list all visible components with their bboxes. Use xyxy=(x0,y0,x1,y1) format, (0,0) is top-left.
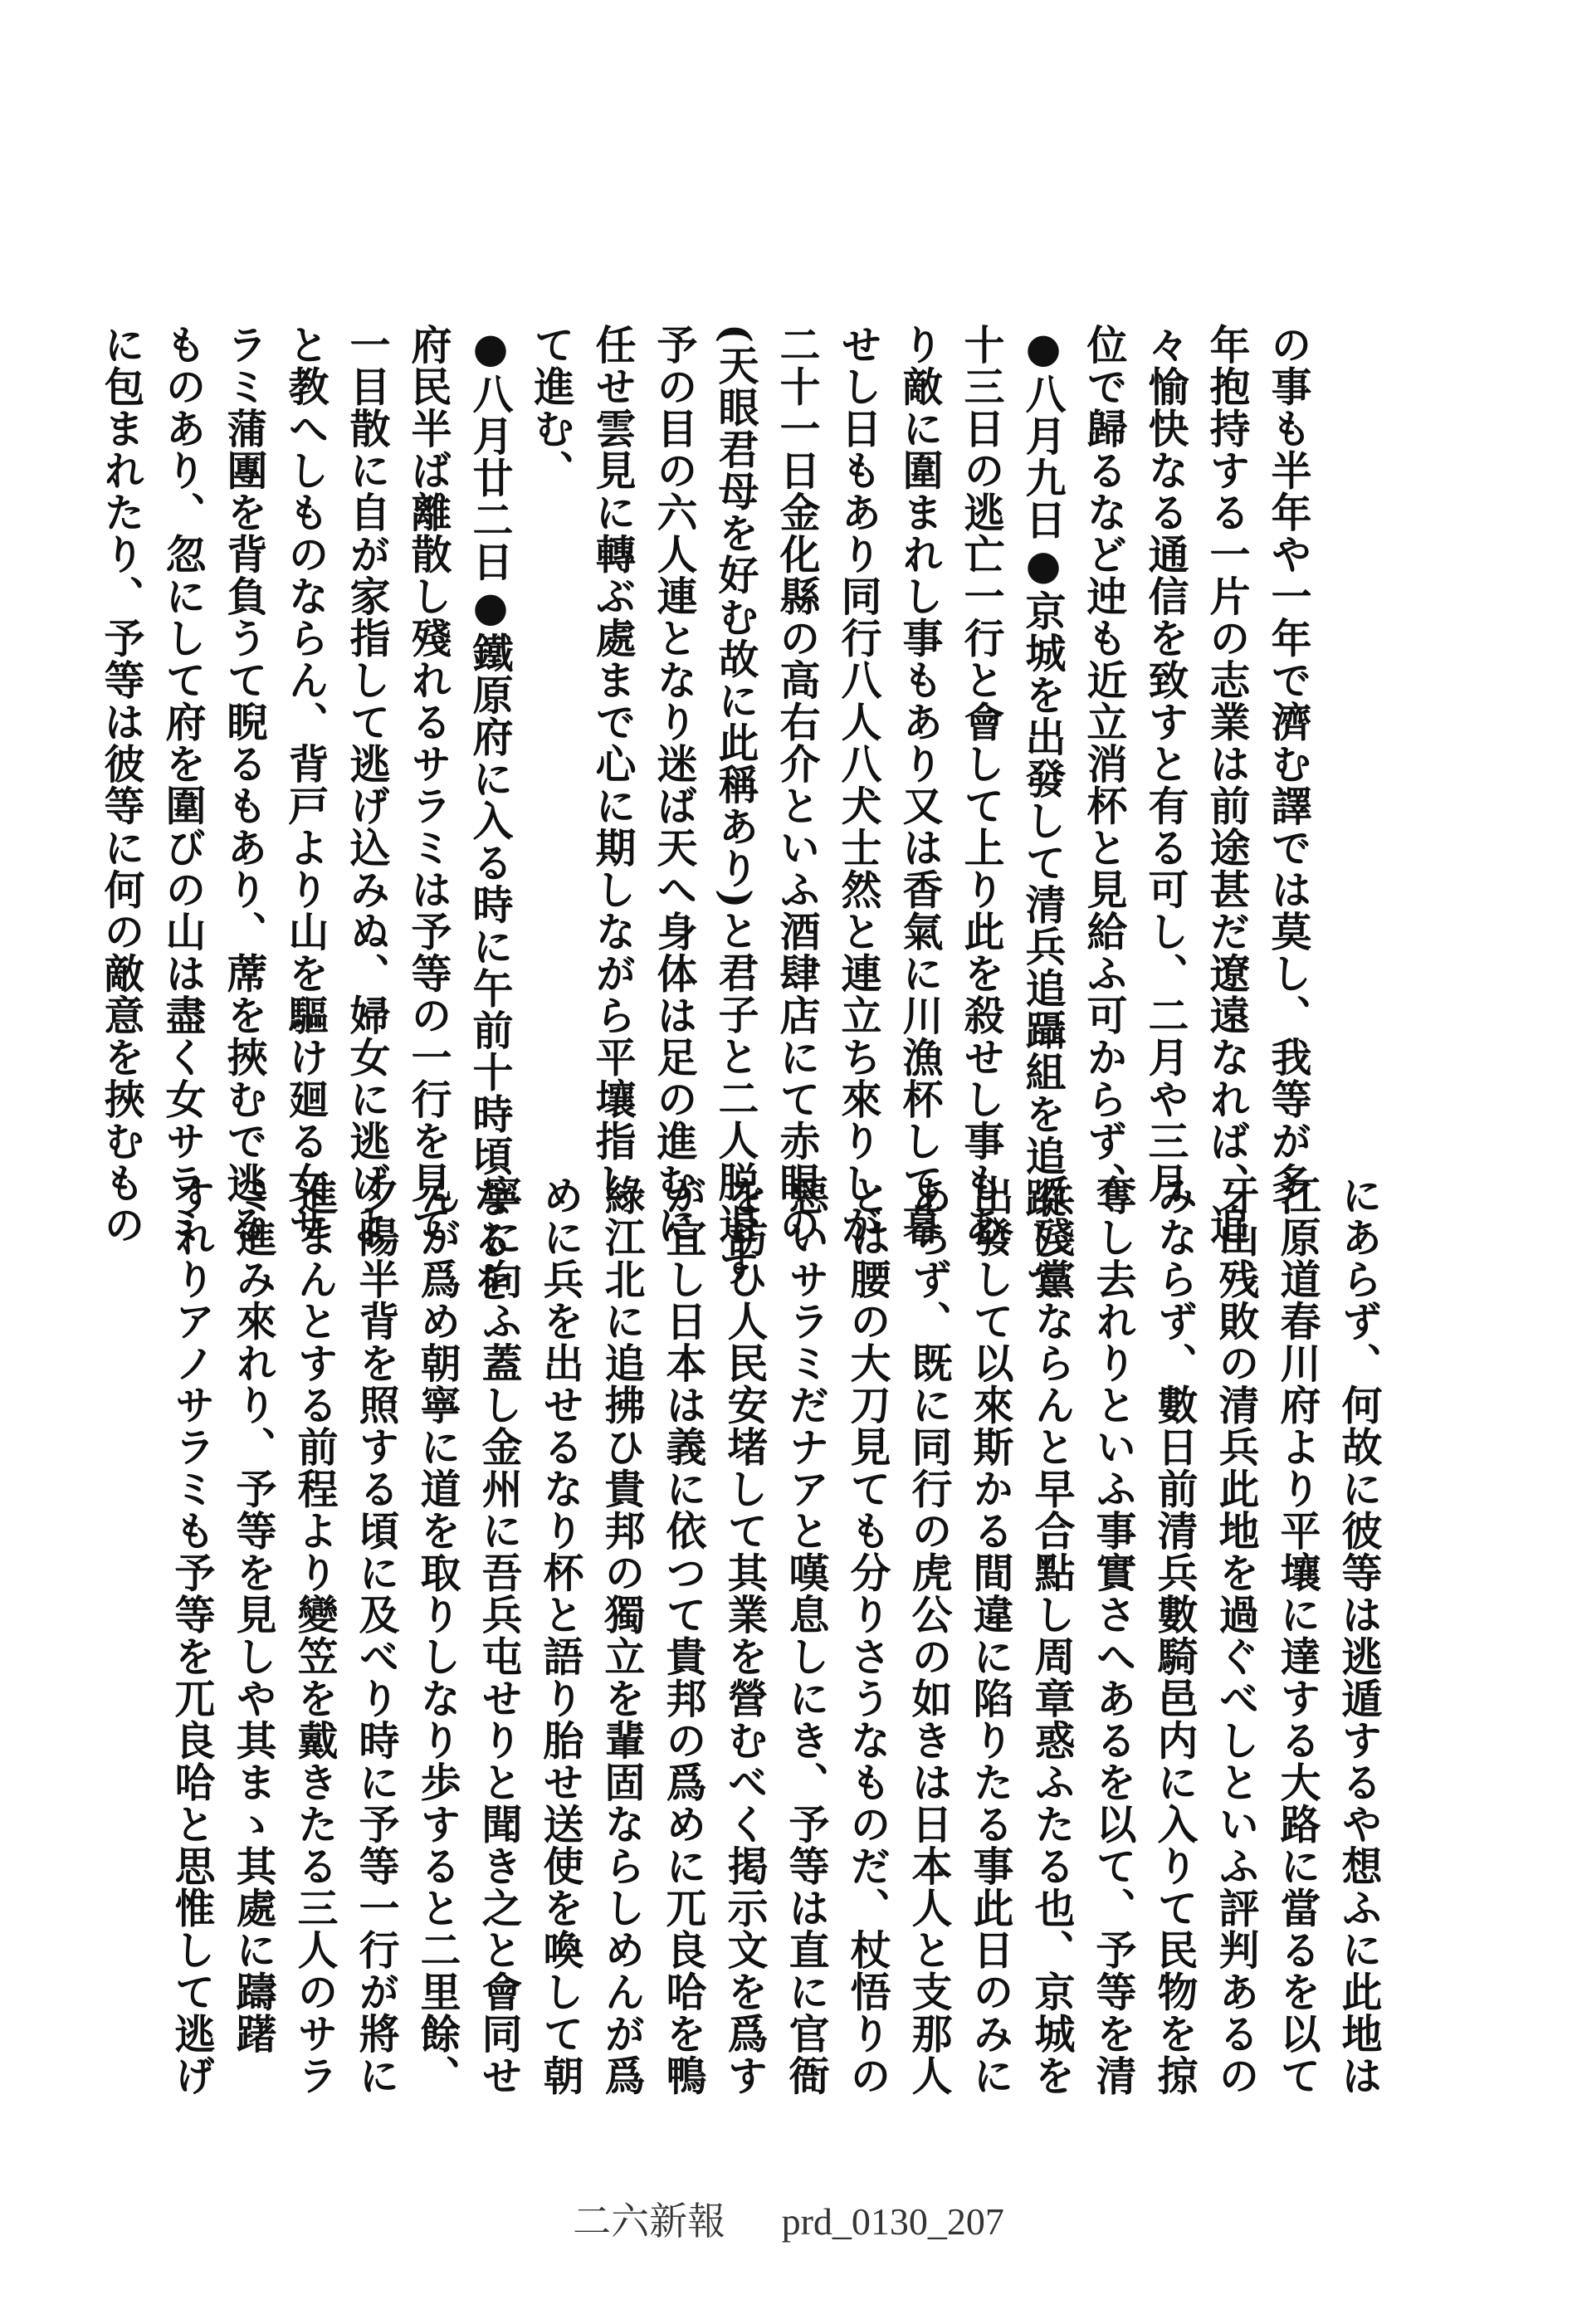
text-line: にあらず、何故に彼等は逃遁するや想ふに此地は xyxy=(1335,1174,1384,2097)
text-line: 十三日の逃亡一行と會して上り此を殺せし事もあ xyxy=(958,324,1006,1246)
text-line: を訪ひ人民安堵して其業を營むべく掲示文を爲す xyxy=(721,1174,769,2097)
article-bottom-block xyxy=(168,1174,1390,2097)
text-line: て進む、 xyxy=(528,324,576,491)
text-line: 寧に向ふ蓋し金州に吾兵屯せりと聞き之と會同せ xyxy=(476,1174,524,2097)
text-line: すれりアノサラミも予等を兀良哈と思惟して逃げ xyxy=(168,1174,217,2097)
page-footer xyxy=(0,2191,1577,2246)
text-line: 二十一日金化縣の高右介といふ酒肆店にて赤眼の xyxy=(774,324,822,1246)
text-line: 々愉快なる通信を致すと有る可し、二月や三月 xyxy=(1142,324,1190,1204)
text-line: が宜し日本は義に依つて貴邦の爲めに兀良哈を鴨 xyxy=(660,1174,708,2097)
text-line: 年抱持する一片の志業は前途甚だ遼遠なれば、追 xyxy=(1204,324,1252,1246)
text-line: (天眼君母を好む故に此稱あり)と君子と二人脱退す xyxy=(712,324,760,1287)
text-line: ●八月九日●京城を出發して清兵追躡組を追蹤して xyxy=(1019,324,1067,1303)
text-line: めに兵を出せるなり杯と語り胎せ送使を喚して朝 xyxy=(537,1174,585,2097)
text-line: 牙山残敗の清兵此地を過ぐべしといふ評判あるの xyxy=(1213,1174,1261,2097)
text-line: 惡いサラミだナアと嘆息しにき、予等は直に官衙 xyxy=(783,1174,831,2097)
text-line: とは腰の大刀見ても分りさうなものだ、杖悟りの xyxy=(844,1174,892,2097)
text-line: ラミ蒲團を背負うて睨るもあり、蓆を挾むで逃る xyxy=(221,324,269,1246)
text-line: ミ進み來れり、予等を見しや其まゝ其處に躊躇 xyxy=(230,1174,278,2055)
page-id: prd_0130_207 xyxy=(781,2200,1004,2243)
text-line: 位で歸るなど迚も近立消杯と見給ふ可からず、 xyxy=(1081,324,1129,1204)
text-line: 府民半ば離散し殘れるサラミは予等の一行を見て xyxy=(405,324,453,1246)
text-line: に包まれたり、予等は彼等に何の敵意を挾むもの xyxy=(98,324,146,1246)
text-line: 綠江北に追拂ひ貴邦の獨立を輩固ならしめんが爲 xyxy=(598,1174,647,2097)
text-line: 進まんとする前程より變笠を戴きたる三人のサラ xyxy=(291,1174,339,2097)
text-line: と教へしものならん、背戸より山を驅け廻る女サ xyxy=(282,324,330,1246)
text-line: んが爲め朝寧に道を取りしなり歩すると二里餘、 xyxy=(414,1174,462,2097)
text-line: 兵殘黨ならんと早合點し周章惑ふたる也、京城を xyxy=(1028,1174,1077,2097)
text-line: 予の目の六人連となり迷ば天へ身体は足の進むに xyxy=(651,324,699,1246)
publication-name: 二六新報 xyxy=(573,2200,726,2243)
text-line: 一目散に自が家指して逃げ込みぬ、婦女に逃げよ xyxy=(344,324,392,1246)
text-line: 夕陽半背を照する頃に及べり時に予等一行が將に xyxy=(353,1174,401,2097)
text-line: 任せ雲見に轉ぶ處まで心に期しながら平壤指し xyxy=(589,324,637,1204)
text-line: り敵に圍まれし事もあり又は香氣に川漁杯して暮 xyxy=(896,324,945,1246)
text-line: 奪し去れりといふ事實さへあるを以て、予等を清 xyxy=(1090,1174,1138,2097)
text-line: の事も半年や一年で濟む譯では莫し、我等が多 xyxy=(1265,324,1313,1204)
text-line: ●八月廿二日●鐵原府に入る時に午前十時頃なるを xyxy=(466,324,515,1303)
article-top-block xyxy=(98,324,1320,1303)
text-line: 出發して以來斯かる間違に陷りたる事此日のみに xyxy=(967,1174,1015,2097)
text-line: 江原道春川府より平壤に達する大路に當るを以て xyxy=(1274,1174,1322,2097)
text-line: あらず、既に同行の虎公の如きは日本人と支那人 xyxy=(906,1174,954,2097)
text-line: せし日もあり同行八人八犬士然と連立ち來りしが xyxy=(835,324,883,1246)
text-line: みならず、數日前清兵數騎邑内に入りて民物を掠 xyxy=(1151,1174,1199,2097)
text-line: ものあり、忽にして府を圍びの山は盡く女サラミ xyxy=(159,324,208,1246)
